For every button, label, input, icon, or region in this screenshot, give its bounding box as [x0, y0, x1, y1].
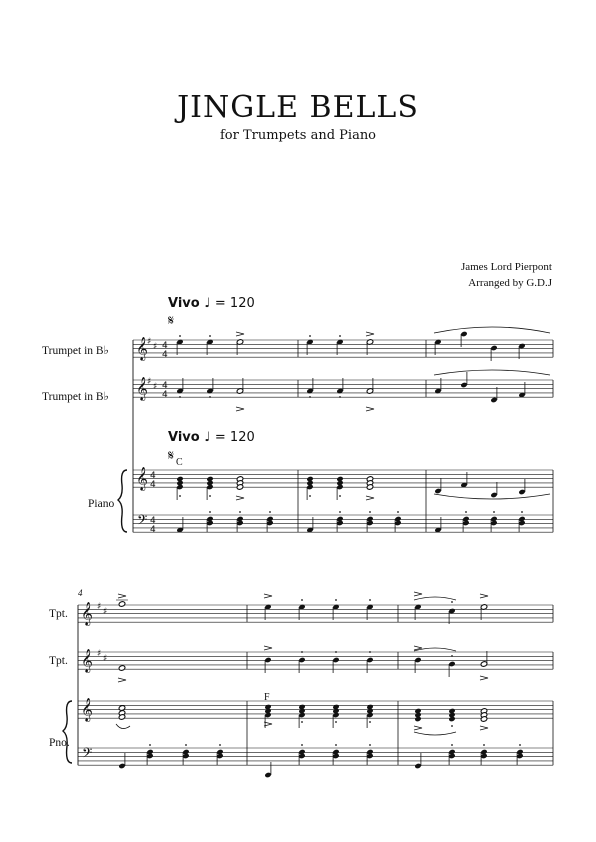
- sharp-icon: ♯: [147, 337, 152, 347]
- staccato-dot: [451, 725, 453, 727]
- staccato-dot: [209, 396, 211, 398]
- notehead: [448, 716, 455, 722]
- piano-brace: [63, 701, 72, 763]
- time-signature: 4: [162, 390, 168, 400]
- treble-clef-icon: 𝄞: [136, 376, 148, 400]
- staccato-dot: [397, 511, 399, 513]
- tempo-word: Vivo: [168, 296, 200, 311]
- staccato-dot: [521, 511, 523, 513]
- staccato-dot: [309, 495, 311, 497]
- staccato-dot: [335, 744, 337, 746]
- accent-mark: [366, 407, 374, 411]
- staccato-dot: [185, 744, 187, 746]
- accent-mark: [366, 496, 374, 500]
- time-signature: 4: [150, 516, 156, 526]
- treble-clef-icon: 𝄞: [136, 466, 148, 490]
- accent-mark: [236, 332, 244, 336]
- slur: [434, 327, 550, 333]
- sharp-icon: ♯: [97, 602, 102, 612]
- staccato-dot: [179, 495, 181, 497]
- staccato-dot: [465, 511, 467, 513]
- accent-mark: [480, 676, 488, 680]
- time-signature: 4: [162, 341, 168, 351]
- staccato-dot: [369, 744, 371, 746]
- bass-clef-icon: 𝄢: [137, 512, 148, 531]
- staccato-dot: [493, 511, 495, 513]
- sharp-icon: ♯: [147, 377, 152, 387]
- segno-icon: 𝄋: [168, 448, 175, 464]
- staff-label-trumpet-1: Trumpet in B♭: [42, 345, 109, 357]
- sharp-icon: ♯: [153, 342, 158, 352]
- staccato-dot: [179, 396, 181, 398]
- accent-mark: [118, 678, 126, 682]
- bass-clef-icon: 𝄢: [82, 745, 93, 764]
- sharp-icon: ♯: [153, 382, 158, 392]
- quarter-note-icon: ♩: [204, 296, 211, 311]
- staccato-dot: [339, 335, 341, 337]
- staccato-dot: [335, 599, 337, 601]
- piece-subtitle: for Trumpets and Piano: [219, 128, 377, 143]
- treble-clef-icon: 𝄞: [81, 601, 93, 625]
- staccato-dot: [179, 335, 181, 337]
- sharp-icon: ♯: [103, 654, 108, 664]
- staccato-dot: [301, 599, 303, 601]
- staccato-dot: [309, 335, 311, 337]
- staccato-dot: [369, 599, 371, 601]
- slur: [414, 597, 456, 600]
- staff-label-tpt-1: Tpt.: [49, 608, 68, 620]
- slur: [414, 732, 456, 735]
- staccato-dot: [301, 721, 303, 723]
- staccato-dot: [369, 511, 371, 513]
- staccato-dot: [219, 744, 221, 746]
- staccato-dot: [451, 601, 453, 603]
- staff-label-piano: Piano: [88, 498, 115, 510]
- staccato-dot: [339, 495, 341, 497]
- tempo-word: Vivo: [168, 430, 200, 445]
- staccato-dot: [239, 511, 241, 513]
- time-signature: 4: [162, 350, 168, 360]
- notehead: [118, 601, 125, 607]
- staccato-dot: [209, 511, 211, 513]
- chord-symbol-f: F: [264, 692, 270, 703]
- staccato-dot: [149, 744, 151, 746]
- staccato-dot: [451, 744, 453, 746]
- accent-mark: [414, 726, 422, 730]
- notehead: [118, 665, 125, 671]
- treble-clef-icon: 𝄞: [136, 336, 148, 360]
- arranger-name: Arranged by G.D.J: [468, 277, 552, 289]
- time-signature: 4: [150, 471, 156, 481]
- treble-clef-icon: 𝄞: [81, 697, 93, 721]
- staccato-dot: [451, 655, 453, 657]
- staccato-dot: [369, 651, 371, 653]
- piece-title: JINGLE BELLS: [177, 90, 419, 125]
- staccato-dot: [269, 511, 271, 513]
- treble-clef-icon: 𝄞: [81, 648, 93, 672]
- accent-mark: [118, 594, 126, 598]
- staccato-dot: [483, 744, 485, 746]
- time-signature: 4: [162, 381, 168, 391]
- segno-icon: 𝄋: [168, 313, 175, 329]
- staff-label-tpt-2: Tpt.: [49, 655, 68, 667]
- staccato-dot: [335, 651, 337, 653]
- tempo-value: = 120: [214, 430, 255, 445]
- staccato-dot: [301, 744, 303, 746]
- sharp-icon: ♯: [103, 607, 108, 617]
- tie: [116, 724, 130, 729]
- staccato-dot: [369, 721, 371, 723]
- sharp-icon: ♯: [97, 649, 102, 659]
- time-signature: 4: [150, 480, 156, 490]
- staccato-dot: [335, 721, 337, 723]
- accent-mark: [264, 646, 272, 650]
- accent-mark: [236, 407, 244, 411]
- notehead: [414, 716, 421, 722]
- staccato-dot: [519, 744, 521, 746]
- tempo-value: = 120: [214, 296, 255, 311]
- accent-mark: [264, 594, 272, 598]
- chord-symbol-c: C: [176, 457, 183, 468]
- accent-mark: [236, 496, 244, 500]
- accent-mark: [414, 592, 422, 596]
- accent-mark: [480, 594, 488, 598]
- staccato-dot: [301, 651, 303, 653]
- time-signature: 4: [150, 525, 156, 535]
- quarter-note-icon: ♩: [204, 430, 211, 445]
- composer-name: James Lord Pierpont: [460, 261, 552, 273]
- accent-mark: [366, 332, 374, 336]
- staff-label-pno: Pno.: [49, 737, 70, 749]
- staccato-dot: [309, 396, 311, 398]
- staccato-dot: [339, 511, 341, 513]
- staccato-dot: [209, 495, 211, 497]
- staccato-dot: [209, 335, 211, 337]
- staff-label-trumpet-2: Trumpet in B♭: [42, 391, 109, 403]
- accent-mark: [480, 726, 488, 730]
- measure-number: 4: [78, 588, 83, 598]
- staccato-dot: [339, 396, 341, 398]
- slur: [434, 370, 550, 375]
- piano-brace: [118, 470, 127, 532]
